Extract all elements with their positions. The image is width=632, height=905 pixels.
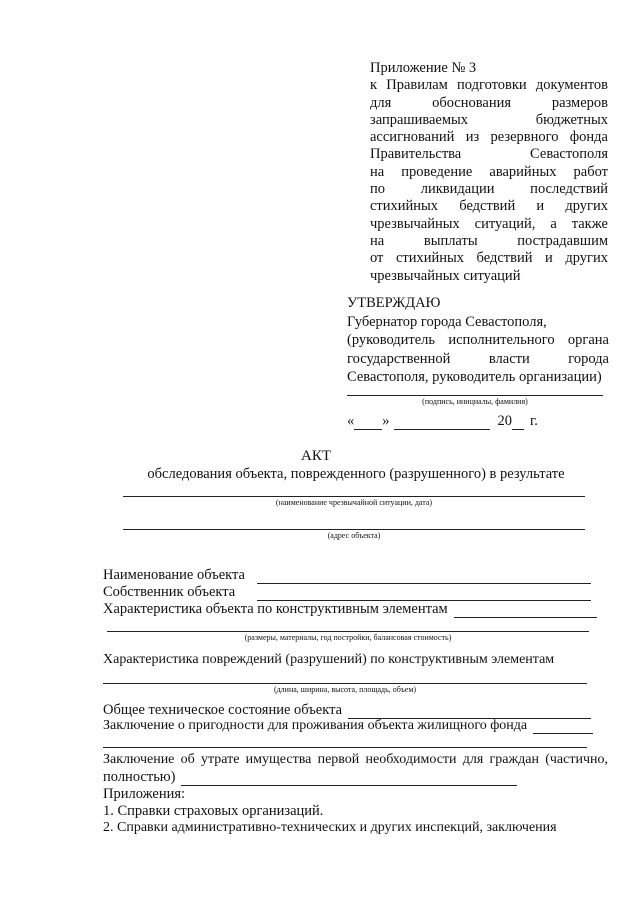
damage-caption: (длина, ширина, высота, площадь, объем) bbox=[273, 685, 417, 694]
object-owner-blank bbox=[257, 588, 591, 601]
day-blank bbox=[354, 417, 382, 430]
loss-field bbox=[103, 769, 517, 786]
approve-line: Губернатор города Севастополя, bbox=[347, 313, 547, 330]
attachments-title: Приложения: bbox=[103, 786, 186, 802]
appendix-line: запрашиваемых бюджетных bbox=[370, 111, 608, 128]
damage-label: Характеристика повреждений (разрушений) по конструктивным элементам bbox=[103, 652, 555, 667]
approve-line: государственной власти города bbox=[347, 350, 609, 367]
appendix-line: на проведение аварийных работ bbox=[370, 163, 608, 180]
address-caption: (адрес объекта) bbox=[327, 531, 381, 540]
appendix-line: от стихийных бедствий и других bbox=[370, 250, 608, 267]
suitability-blank bbox=[533, 721, 593, 734]
act-title: АКТ bbox=[301, 448, 331, 464]
appendix-line: стихийных бедствий и других bbox=[370, 198, 608, 215]
damage-line bbox=[103, 683, 587, 684]
suitability-line-2 bbox=[103, 747, 587, 748]
approve-line: Севастополя, руководитель организации) bbox=[347, 369, 602, 385]
appendix-line: Правительства Севастополя bbox=[370, 146, 608, 163]
year-blank bbox=[512, 417, 524, 430]
loss-label-line1: Заключение об утрате имущества первой необходимости для граждан (частично, bbox=[103, 752, 608, 767]
approval-date bbox=[347, 413, 538, 430]
suitability-label: Заключение о пригодности для проживания объекта жилищного фонда bbox=[103, 718, 528, 733]
loss-blank bbox=[181, 773, 517, 786]
approve-title: УТВЕРЖДАЮ bbox=[347, 295, 441, 311]
signature-line bbox=[347, 395, 603, 396]
date-close-quote: » bbox=[382, 413, 390, 429]
address-line bbox=[123, 529, 585, 530]
structure-label: Характеристика объекта по конструктивным элементам bbox=[103, 601, 448, 617]
tech-state-field bbox=[103, 702, 591, 719]
object-owner-label: Собственник объекта bbox=[103, 584, 236, 600]
year-prefix: 20 bbox=[497, 413, 512, 429]
emergency-caption: (наименование чрезвычайной ситуации, дата) bbox=[275, 498, 433, 507]
object-owner-field bbox=[103, 584, 591, 601]
structure-field bbox=[103, 601, 597, 618]
month-blank bbox=[394, 417, 490, 430]
attachment-item: 2. Справки административно-технических и других инспекций, заключения bbox=[103, 820, 557, 835]
appendix-line: для обоснования размеров bbox=[370, 94, 608, 111]
signature-caption: (подпись, инициалы, фамилия) bbox=[422, 397, 528, 406]
attachment-item: 1. Справки страховых организаций. bbox=[103, 803, 324, 819]
appendix-line: на выплаты пострадавшим bbox=[370, 232, 608, 249]
appendix-line: чрезвычайных ситуаций, а также bbox=[370, 215, 608, 232]
appendix-block bbox=[370, 60, 608, 285]
object-name-label: Наименование объекта bbox=[103, 567, 245, 583]
tech-state-label: Общее техническое состояние объекта bbox=[103, 702, 343, 718]
appendix-line: к Правилам подготовки документов bbox=[370, 77, 608, 94]
emergency-line bbox=[123, 496, 585, 497]
year-suffix: г. bbox=[530, 413, 538, 429]
suitability-field bbox=[103, 718, 593, 734]
structure-line-2 bbox=[107, 631, 589, 632]
approval-block bbox=[347, 294, 609, 387]
object-name-blank bbox=[257, 571, 591, 584]
object-name-field bbox=[103, 567, 591, 584]
act-subtitle: обследования объекта, поврежденного (разрушенного) в результате bbox=[147, 466, 565, 482]
approve-line: (руководитель исполнительного органа bbox=[347, 332, 609, 348]
appendix-line: ассигнований из резервного фонда bbox=[370, 129, 608, 146]
appendix-line: по ликвидации последствий bbox=[370, 181, 608, 198]
date-open-quote: « bbox=[347, 413, 355, 429]
appendix-line: чрезвычайных ситуаций bbox=[370, 267, 521, 284]
appendix-title: Приложение № 3 bbox=[370, 60, 477, 76]
loss-label-line2: полностью) bbox=[103, 769, 176, 785]
structure-blank bbox=[454, 605, 597, 618]
structure-caption: (размеры, материалы, год постройки, балансовая стоимость) bbox=[244, 633, 452, 642]
